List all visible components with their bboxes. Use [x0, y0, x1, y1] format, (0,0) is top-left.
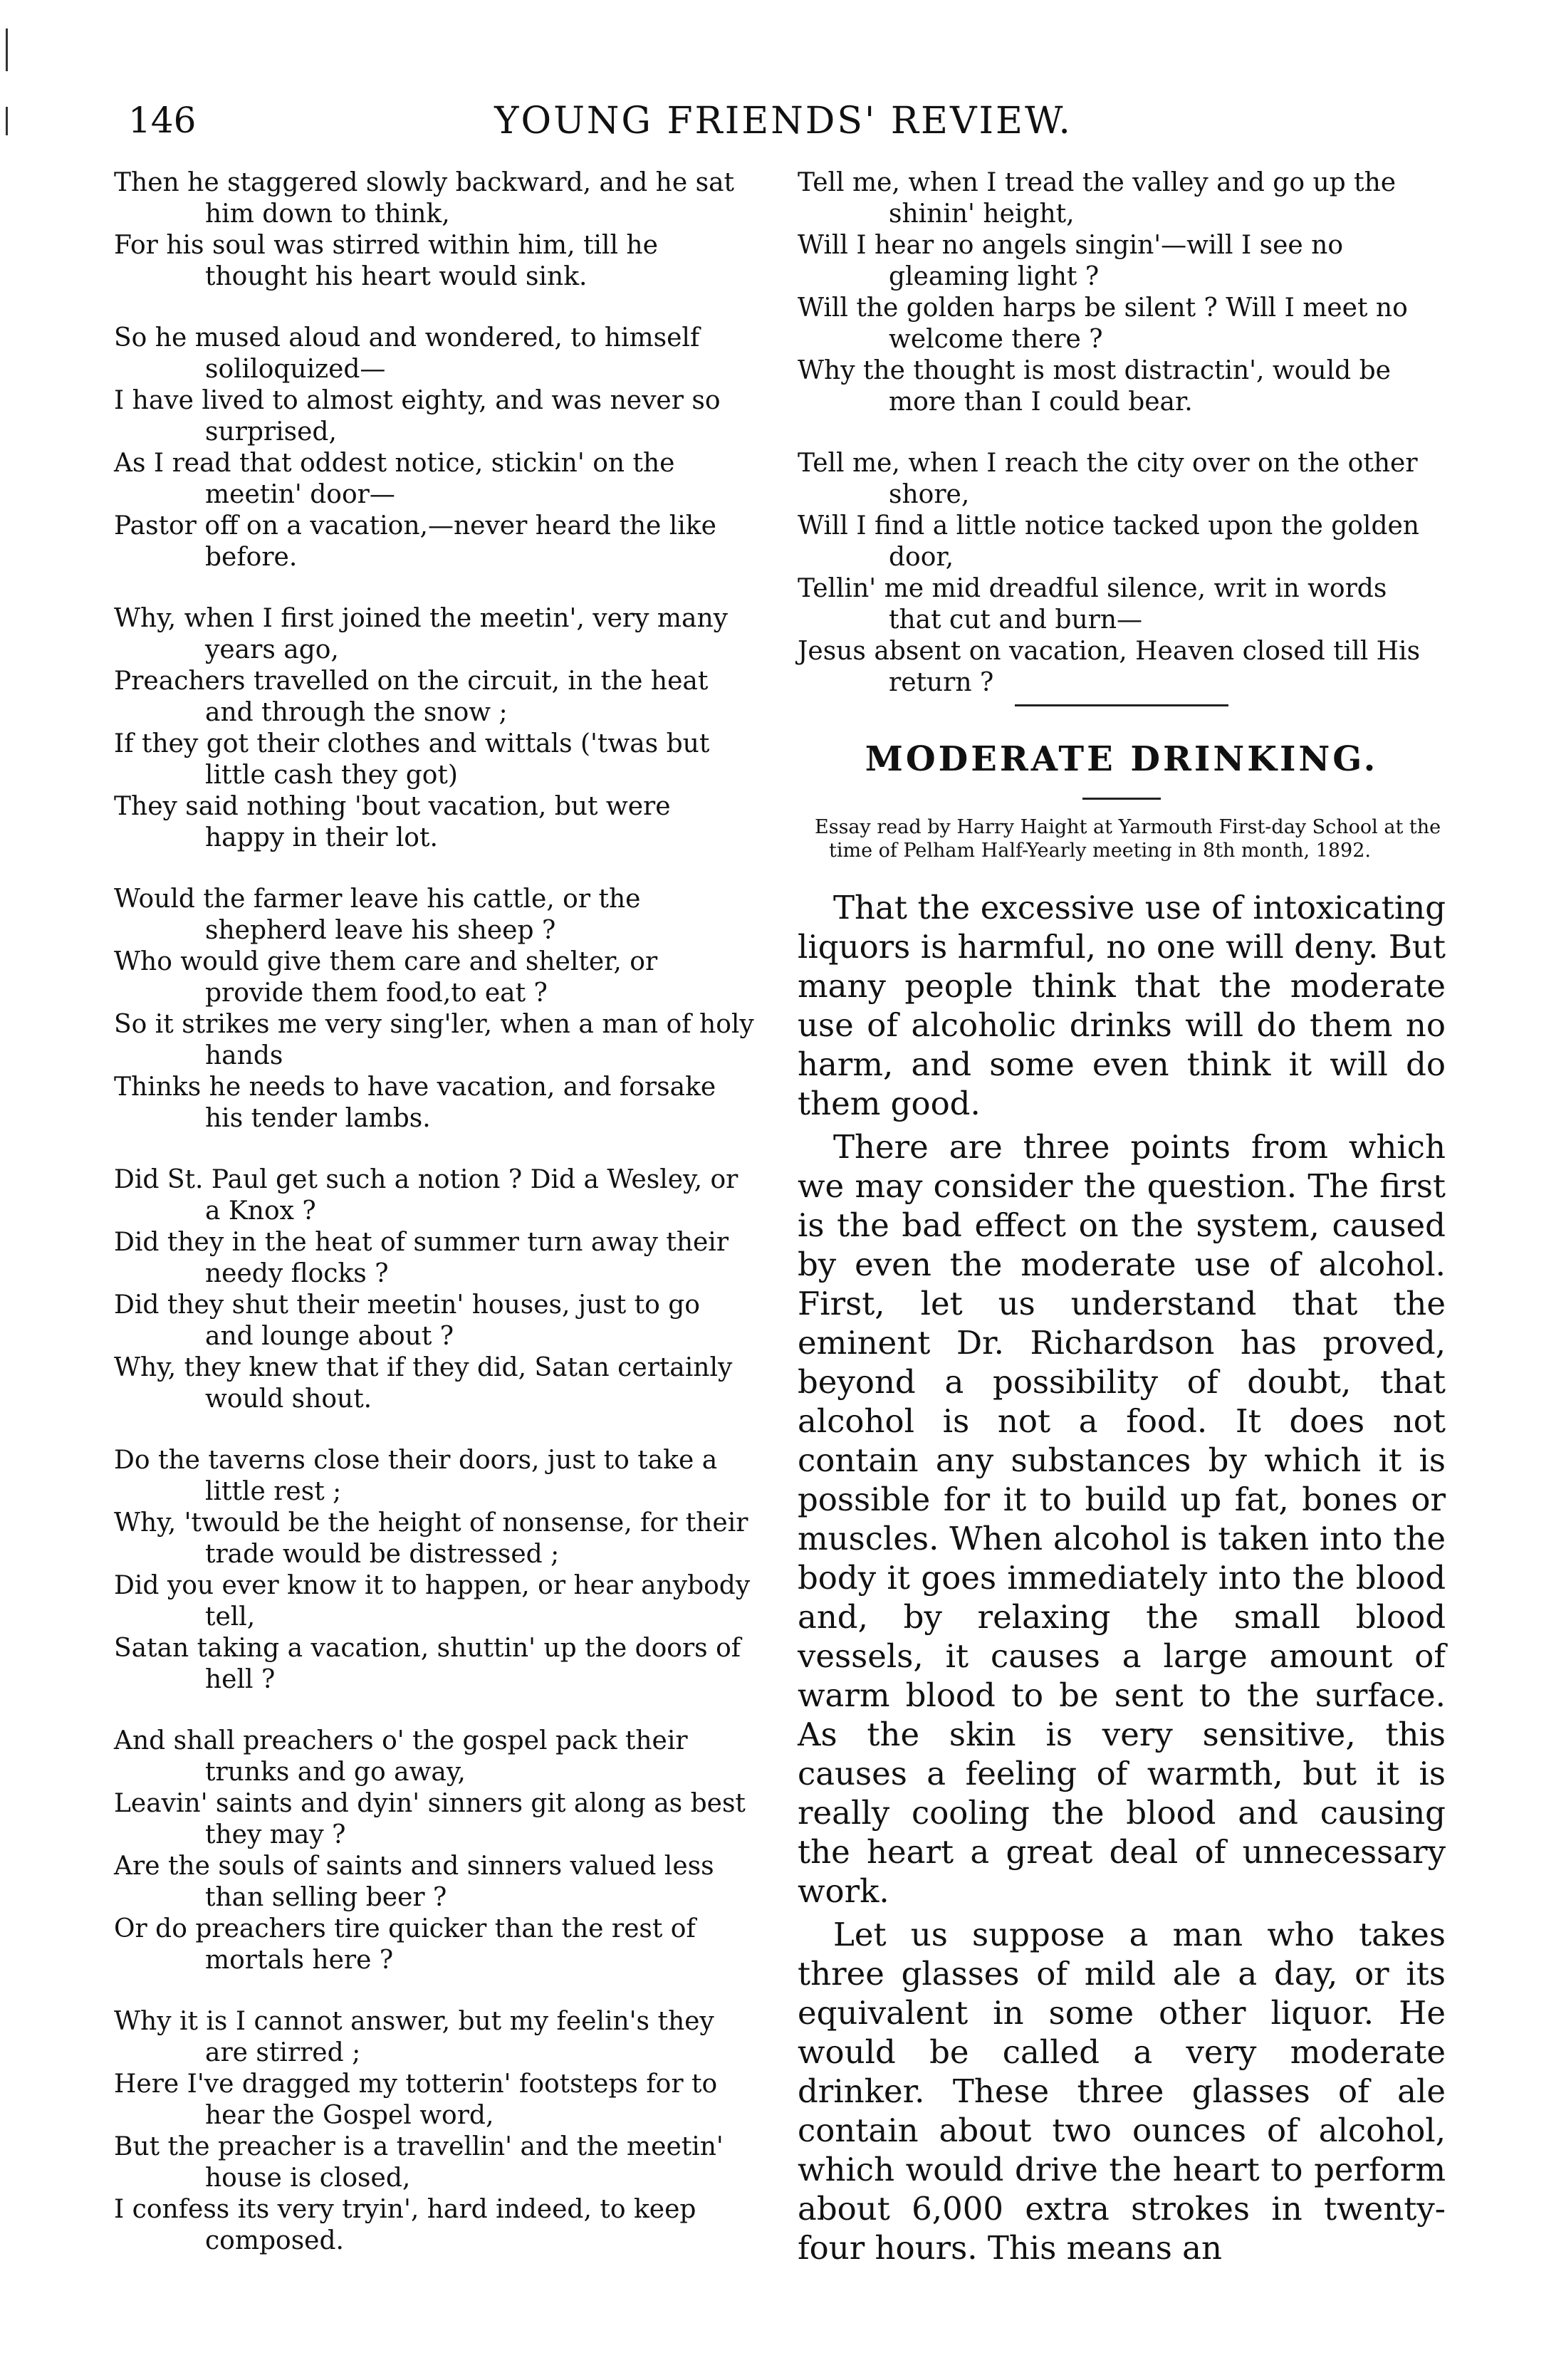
verse-line: Tell me, when I tread the valley and go up the shinin' height, — [798, 168, 1397, 229]
poem-right-part — [798, 167, 1446, 699]
verse-line: And shall preachers o' the gospel pack their trunks and go away, — [114, 1726, 688, 1787]
verse-line: I confess its very tryin', hard indeed, to keep composed. — [114, 2195, 696, 2255]
verse-line: Leavin' saints and dyin' sinners git along as best they may ? — [114, 1789, 746, 1849]
verse-line: Did you ever know it to happen, or hear anybody tell, — [114, 1571, 751, 1632]
verse-line: So he mused aloud and wondered, to himself soliloquized— — [114, 323, 700, 384]
verse-line: Who would give them care and shelter, or provide them food,to eat ? — [114, 947, 658, 1008]
article-title: MODERATE DRINKING. — [865, 739, 1379, 779]
verse-line: Satan taking a vacation, shuttin' up the doors of hell ? — [114, 1634, 741, 1694]
verse-line: But the preacher is a travellin' and the meetin' house is closed, — [114, 2132, 724, 2193]
poem-stanza — [114, 1726, 755, 1976]
title-rule — [1082, 798, 1161, 800]
verse-line: Thinks he needs to have vacation, and forsake his tender lambs. — [114, 1072, 716, 1133]
verse-line: Why, 'twould be the height of nonsense, for their trade would be distressed ; — [114, 1508, 748, 1569]
right-column — [798, 167, 1446, 2272]
poem-left-part — [114, 167, 755, 2257]
verse-line: Will the golden harps be silent ? Will I meet no welcome there ? — [798, 293, 1408, 354]
verse-line: Are the souls of saints and sinners valued less than selling beer ? — [114, 1852, 714, 1912]
verse-line: Will I hear no angels singin'—will I see no gleaming light ? — [798, 231, 1344, 291]
poem-stanza — [114, 167, 755, 293]
poem-stanza — [114, 2006, 755, 2257]
verse-line: For his soul was stirred within him, till he thought his heart would sink. — [114, 231, 658, 291]
verse-line: If they got their clothes and wittals ('twas but little cash they got) — [114, 729, 710, 790]
verse-line: Tellin' me mid dreadful silence, writ in words that cut and burn— — [798, 574, 1387, 635]
article-paragraph: There are three points from which we may consider the question. The first is the bad effect on the system, caused by even the moderate use of alcohol. First, let us understand that the eminent Dr. Richardson has proved, beyond a possibility of doubt, that alcohol is not a food. It does not contain any substances by which it is possible for it to build up fat, bones or muscles. When alcohol is taken into the body it goes immediately into the blood and, by relaxing the small blood vessels, it causes a large amount of warm blood to be sent to the surface. As the skin is very sensitive, this causes a feeling of warmth, but it is really cooling the blood and causing the heart a great deal of unnecessary work. — [798, 1128, 1446, 1910]
verse-line: I have lived to almost eighty, and was never so surprised, — [114, 386, 721, 447]
article-paragraph: Let us suppose a man who takes three glasses of mild ale a day, or its equivalent in some other liquor. He would be called a very moderate drinker. These three glasses of ale contain about two ounces of alcohol, which would drive the heart to perform about 6,000 extra strokes in twenty-four hours. This means an — [798, 1916, 1446, 2267]
verse-line: Why, when I first joined the meetin', very many years ago, — [114, 604, 729, 664]
verse-line: Why it is I cannot answer, but my feelin's they are stirred ; — [114, 2007, 714, 2067]
verse-line: As I read that oddest notice, stickin' on the meetin' door— — [114, 449, 675, 509]
page-header — [114, 100, 1453, 150]
page-number: 146 — [128, 100, 197, 141]
verse-line: Tell me, when I reach the city over on the other shore, — [798, 449, 1418, 509]
poem-stanza — [114, 884, 755, 1134]
section-divider — [1015, 704, 1228, 706]
poem-stanza — [798, 448, 1446, 699]
binding-edge-mark — [6, 107, 8, 135]
verse-line: Do the taverns close their doors, just to take a little rest ; — [114, 1446, 718, 1506]
verse-line: Preachers travelled on the circuit, in the heat and through the snow ; — [114, 667, 709, 727]
poem-stanza — [114, 1164, 755, 1415]
article-byline: Essay read by Harry Haight at Yarmouth First-day School at the time of Pelham Half-Yearly meeting in 8th month, 1892. — [815, 816, 1441, 862]
verse-line: They said nothing 'bout vacation, but were happy in their lot. — [114, 792, 671, 852]
verse-line: Why, they knew that if they did, Satan certainly would shout. — [114, 1353, 733, 1414]
verse-line: Would the farmer leave his cattle, or the shepherd leave his sheep ? — [114, 884, 641, 945]
binding-edge-mark — [6, 28, 8, 71]
article-paragraph: That the excessive use of intoxicating liquors is harmful, no one will deny. But many people think that the moderate use of alcoholic drinks will do them no harm, and some even think it will do them good. — [798, 889, 1446, 1122]
verse-line: Then he staggered slowly backward, and he sat him down to think, — [114, 168, 735, 229]
verse-line: Did St. Paul get such a notion ? Did a Wesley, or a Knox ? — [114, 1165, 738, 1226]
journal-title: YOUNG FRIENDS' REVIEW. — [494, 100, 1072, 142]
article-body — [798, 888, 1446, 2267]
verse-line: Will I find a little notice tacked upon the golden door, — [798, 511, 1419, 572]
verse-line: Jesus absent on vacation, Heaven closed till His return ? — [798, 637, 1421, 697]
left-column — [114, 167, 755, 2287]
verse-line: Did they shut their meetin' houses, just to go and lounge about ? — [114, 1290, 700, 1351]
verse-line: Why the thought is most distractin', would be more than I could bear. — [798, 356, 1391, 417]
poem-stanza — [114, 603, 755, 854]
poem-stanza — [114, 1445, 755, 1696]
verse-line: Or do preachers tire quicker than the rest of mortals here ? — [114, 1914, 696, 1975]
verse-line: Here I've dragged my totterin' footsteps for to hear the Gospel word, — [114, 2070, 718, 2130]
verse-line: Did they in the heat of summer turn away their needy flocks ? — [114, 1228, 729, 1288]
verse-line: Pastor off on a vacation,—never heard the like before. — [114, 511, 716, 572]
verse-line: So it strikes me very sing'ler, when a man of holy hands — [114, 1010, 754, 1070]
poem-stanza — [114, 323, 755, 573]
poem-stanza — [798, 167, 1446, 418]
